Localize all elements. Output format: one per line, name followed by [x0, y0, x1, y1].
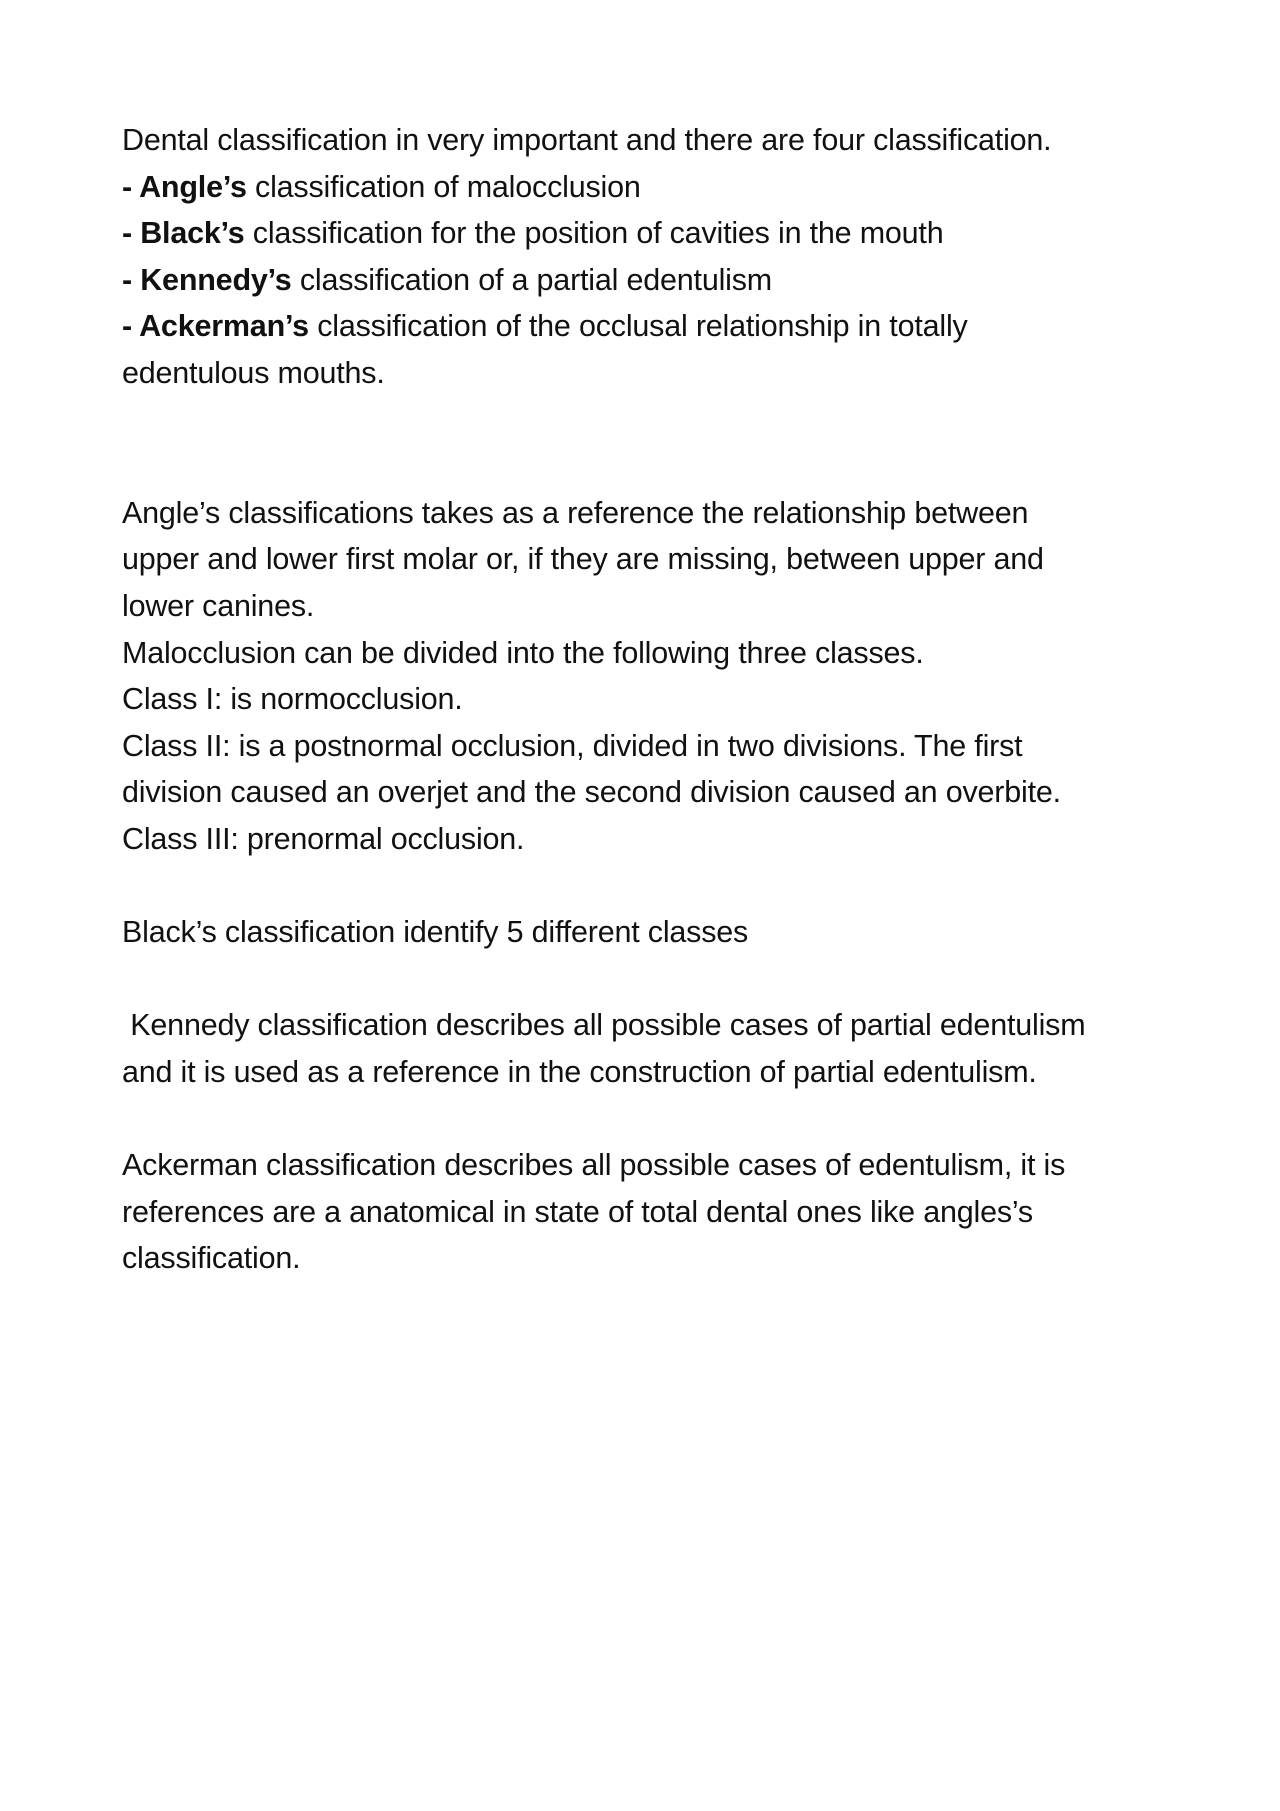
list-item-angle	[122, 164, 1182, 211]
intro-line: Dental classification in very important and there are four classification.	[122, 123, 1052, 157]
list-item-prefix: -	[122, 309, 140, 344]
kennedy-paragraph	[122, 1002, 1182, 1095]
text-line: Class III: prenormal occlusion.	[122, 821, 525, 856]
list-item-ackerman	[122, 303, 1182, 350]
list-item-text: classification for the position of cavities in the mouth	[244, 216, 944, 251]
text-line: Ackerman classification describes all possible cases of edentulism, it is	[122, 1148, 1066, 1183]
intro-last-line: edentulous mouths.	[122, 355, 385, 390]
list-item-prefix: -	[122, 216, 141, 251]
list-item-text: classification of malocclusion	[246, 169, 641, 204]
list-item-name: Black’s	[140, 216, 245, 251]
paragraph-spacer	[122, 956, 1182, 1003]
list-item-prefix: -	[122, 169, 140, 204]
text-line: division caused an overjet and the second division caused an overbite.	[122, 775, 1061, 810]
black-paragraph	[122, 909, 1182, 956]
paragraph-spacer	[122, 863, 1182, 910]
text-line: Class I: is normocclusion.	[122, 682, 463, 717]
paragraph-spacer	[122, 1095, 1182, 1142]
text-line: Angle’s classifications takes as a reference the relationship between	[122, 495, 1029, 530]
list-item-name: Kennedy’s	[140, 262, 292, 297]
text-line: and it is used as a reference in the construction of partial edentulism.	[122, 1054, 1037, 1089]
text-line: Malocclusion can be divided into the following three classes.	[122, 635, 924, 670]
paragraph-spacer	[122, 397, 1182, 490]
list-item-name: Angle’s	[139, 169, 247, 204]
list-item-prefix: -	[122, 262, 141, 297]
text-line: lower canines.	[122, 588, 315, 623]
text-line: references are a anatomical in state of total dental ones like angles’s	[122, 1194, 1033, 1229]
angle-paragraph	[122, 490, 1182, 863]
text-line: Black’s classification identify 5 different classes	[122, 915, 749, 950]
list-item-text: classification of the occlusal relationship in totally	[308, 309, 968, 344]
list-item-kennedy	[122, 257, 1182, 304]
list-item-name: Ackerman’s	[139, 309, 309, 344]
intro-paragraph	[122, 117, 1182, 397]
list-item-black	[122, 210, 1182, 257]
text-line: Kennedy classification describes all possible cases of partial edentulism	[122, 1008, 1086, 1043]
document-body	[122, 117, 1182, 1282]
text-line: classification.	[122, 1241, 301, 1276]
text-line: upper and lower first molar or, if they are missing, between upper and	[122, 542, 1044, 577]
text-line: Class II: is a postnormal occlusion, divided in two divisions. The first	[122, 728, 1023, 763]
ackerman-paragraph	[122, 1142, 1182, 1282]
list-item-text: classification of a partial edentulism	[291, 262, 772, 297]
